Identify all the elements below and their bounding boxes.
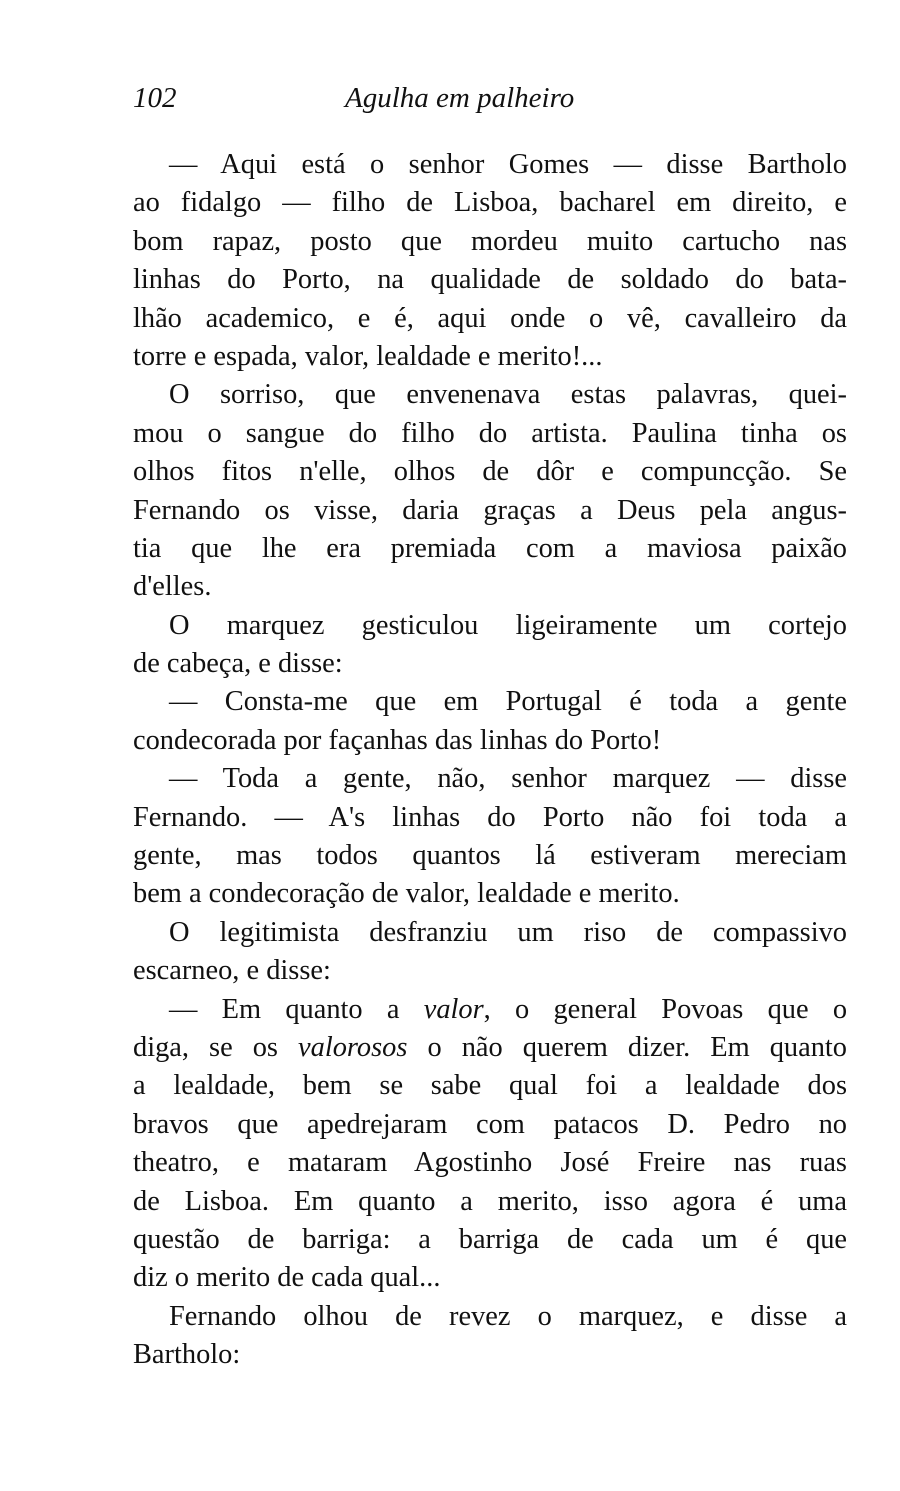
text-line: torre e espada, valor, lealdade e merito!...	[133, 340, 603, 372]
text-line: diz o merito de cada qual...	[133, 1262, 441, 1294]
text-line: olhos fitos n'elle, olhos de dôr e compuncção. Se	[133, 456, 847, 488]
text-line: Fernando olhou de revez o marquez, e disse a	[169, 1300, 847, 1332]
text-line: escarneo, e disse:	[133, 955, 331, 987]
body-text	[133, 146, 847, 1375]
text-line: O legitimista desfranziu um riso de compassivo	[169, 916, 847, 948]
text-line: lhão academico, e é, aqui onde o vê, cavalleiro da	[133, 302, 847, 334]
text-line: questão de barriga: a barriga de cada um é que	[133, 1223, 847, 1255]
running-title: Agulha em palheiro	[345, 82, 575, 114]
paragraph	[133, 760, 847, 914]
paragraph	[133, 1298, 847, 1375]
text-line: gente, mas todos quantos lá estiveram mereciam	[133, 840, 847, 872]
text-line: O sorriso, que envenenava estas palavras, quei-	[169, 379, 847, 411]
text-line: — Consta-me que em Portugal é toda a gente	[169, 686, 847, 718]
emphasized-word: valorosos	[298, 1031, 408, 1063]
text-line: — Em quanto a valor, o general Povoas que o	[169, 993, 848, 1025]
paragraph	[133, 607, 847, 684]
emphasized-word: valor	[423, 993, 484, 1025]
text-line: linhas do Porto, na qualidade de soldado do bata-	[133, 264, 847, 296]
text-line: — Toda a gente, não, senhor marquez — disse	[169, 763, 847, 795]
text-line: d'elles.	[133, 571, 212, 603]
text-line: theatro, e mataram Agostinho José Freire nas ruas	[133, 1147, 847, 1179]
paragraph	[133, 683, 847, 760]
text-line: a lealdade, bem se sabe qual foi a lealdade dos	[133, 1070, 847, 1102]
paragraph	[133, 146, 847, 376]
page-number: 102	[133, 82, 177, 114]
text-line: bom rapaz, posto que mordeu muito cartucho nas	[133, 225, 847, 257]
text-line: ao fidalgo — filho de Lisboa, bacharel em direito, e	[133, 187, 847, 219]
text-line: Fernando os visse, daria graças a Deus pela angus-	[133, 494, 847, 526]
paragraph	[133, 376, 847, 606]
page-header	[133, 82, 847, 122]
text-line: condecorada por façanhas das linhas do Porto!	[133, 724, 662, 756]
text-line: mou o sangue do filho do artista. Paulina tinha os	[133, 417, 847, 449]
paragraph	[133, 914, 847, 991]
text-line: bem a condecoração de valor, lealdade e merito.	[133, 878, 680, 910]
text-line: tia que lhe era premiada com a maviosa paixão	[133, 532, 847, 564]
text-line: — Aqui está o senhor Gomes — disse Bartholo	[169, 149, 847, 180]
text-line: bravos que apedrejaram com patacos D. Pedro no	[133, 1108, 847, 1140]
text-line: diga, se os valorosos o não querem dizer. Em quanto	[133, 1031, 847, 1063]
text-line: de cabeça, e disse:	[133, 648, 343, 680]
text-line: O marquez gesticulou ligeiramente um cortejo	[169, 609, 847, 641]
paragraph	[133, 991, 847, 1298]
text-line: de Lisboa. Em quanto a merito, isso agora é uma	[133, 1185, 847, 1217]
text-line: Fernando. — A's linhas do Porto não foi toda a	[133, 801, 847, 833]
text-line: Bartholo:	[133, 1339, 241, 1371]
